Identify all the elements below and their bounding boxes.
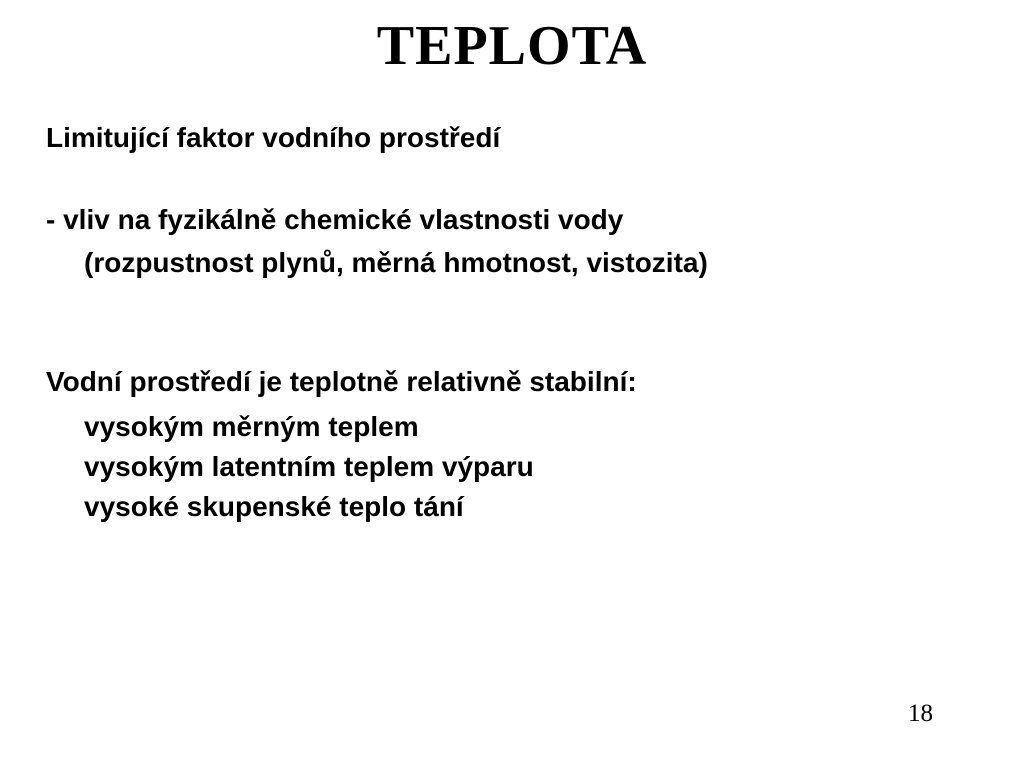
stability-item-1: vysokým měrným teplem [84,411,419,442]
limiting-factor-heading: Limitující faktor vodního prostředí [46,122,501,153]
page-number: 18 [908,700,933,727]
slide-title: TEPLOTA [376,15,648,77]
stability-item-3: vysoké skupenské teplo tání [84,491,464,522]
stability-heading: Vodní prostředí je teplotně relativně stabilní: [46,366,637,397]
effect-detail-line: (rozpustnost plynů, měrná hmotnost, vistozita) [84,247,708,278]
effect-line: - vliv na fyzikálně chemické vlastnosti vody [46,204,624,235]
stability-item-2: vysokým latentním teplem výparu [84,451,534,482]
